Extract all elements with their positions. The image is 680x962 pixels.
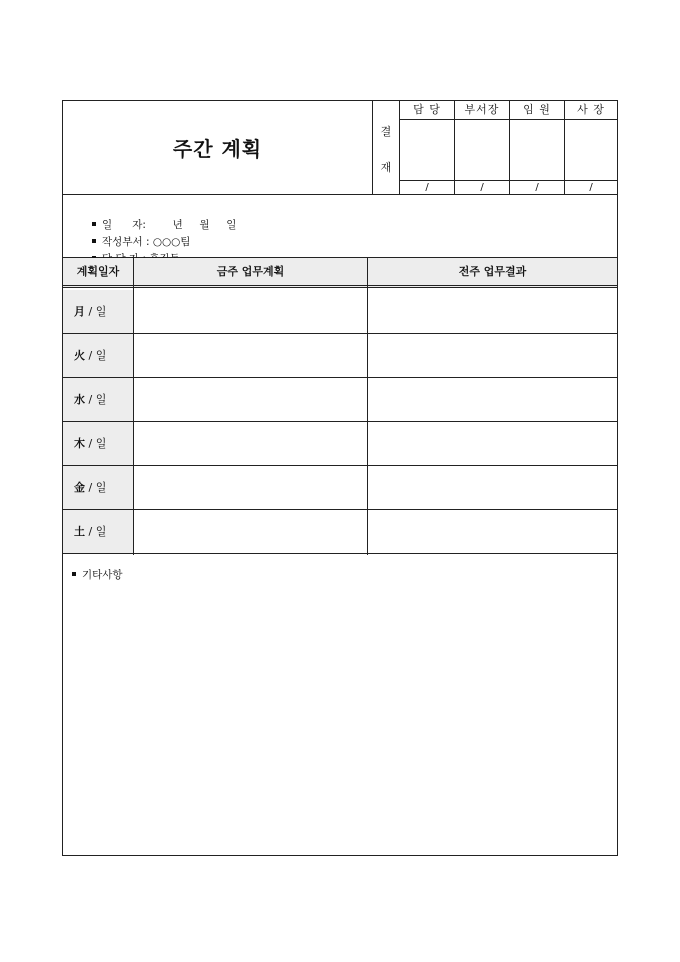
day-label: 土 xyxy=(74,525,85,538)
bullet-icon xyxy=(72,572,76,576)
day-cell xyxy=(63,422,133,465)
table-header xyxy=(63,258,617,288)
info-section xyxy=(63,195,617,258)
approval-head: 임 원 xyxy=(510,101,564,120)
day-label: 水 xyxy=(74,393,85,406)
day-suffix: / 일 xyxy=(85,305,107,318)
day-cell xyxy=(63,334,133,377)
day-label: 月 xyxy=(74,305,85,318)
day-suffix: / 일 xyxy=(85,393,107,406)
form-header xyxy=(63,101,617,195)
table-row xyxy=(63,422,617,466)
table-row xyxy=(63,378,617,422)
column-header-result: 전주 업무결과 xyxy=(458,265,527,278)
approval-date: / xyxy=(565,180,617,194)
table-row xyxy=(63,334,617,378)
approval-head: 사 장 xyxy=(565,101,617,120)
day-suffix: / 일 xyxy=(85,437,107,450)
approval-col-department-head xyxy=(455,101,510,194)
table-row xyxy=(63,510,617,554)
column-divider-plan xyxy=(367,258,368,555)
title-cell xyxy=(63,101,373,194)
approval-col-manager xyxy=(400,101,455,194)
approval-date: / xyxy=(510,180,564,194)
day-label: 金 xyxy=(74,481,85,494)
day-cell xyxy=(63,290,133,333)
approval-date: / xyxy=(400,180,454,194)
approval-label-bottom: 재 xyxy=(380,161,392,174)
info-date-line xyxy=(72,201,237,231)
approval-grid xyxy=(400,101,617,194)
notes-line xyxy=(72,567,123,582)
info-person-line xyxy=(72,235,180,251)
approval-label-top: 결 xyxy=(380,125,392,138)
column-divider-date xyxy=(133,258,134,555)
column-header-plan: 금주 업무계획 xyxy=(216,265,285,278)
day-cell xyxy=(63,510,133,553)
day-cell xyxy=(63,466,133,509)
column-header-date: 계획일자 xyxy=(76,265,120,278)
approval-head: 담 당 xyxy=(400,101,454,120)
approval-col-executive xyxy=(510,101,565,194)
day-label: 木 xyxy=(74,437,85,450)
approval-date: / xyxy=(455,180,509,194)
info-dept-text: 작성부서 : ○○○팀 xyxy=(102,236,191,248)
approval-col-president xyxy=(565,101,617,194)
info-date-text: 일 자: 년 월 일 xyxy=(102,219,237,231)
day-suffix: / 일 xyxy=(85,481,107,494)
day-cell xyxy=(63,378,133,421)
weekly-plan-form xyxy=(62,100,618,856)
notes-label: 기타사항 xyxy=(82,569,123,581)
day-suffix: / 일 xyxy=(85,349,107,362)
table-row xyxy=(63,466,617,510)
day-label: 火 xyxy=(74,349,85,362)
day-suffix: / 일 xyxy=(85,525,107,538)
info-dept-line xyxy=(72,218,191,248)
table-row xyxy=(63,290,617,334)
notes-section xyxy=(63,555,617,855)
page-title: 주간 계획 xyxy=(172,137,263,161)
approval-label xyxy=(373,101,400,194)
approval-head: 부서장 xyxy=(455,101,509,120)
